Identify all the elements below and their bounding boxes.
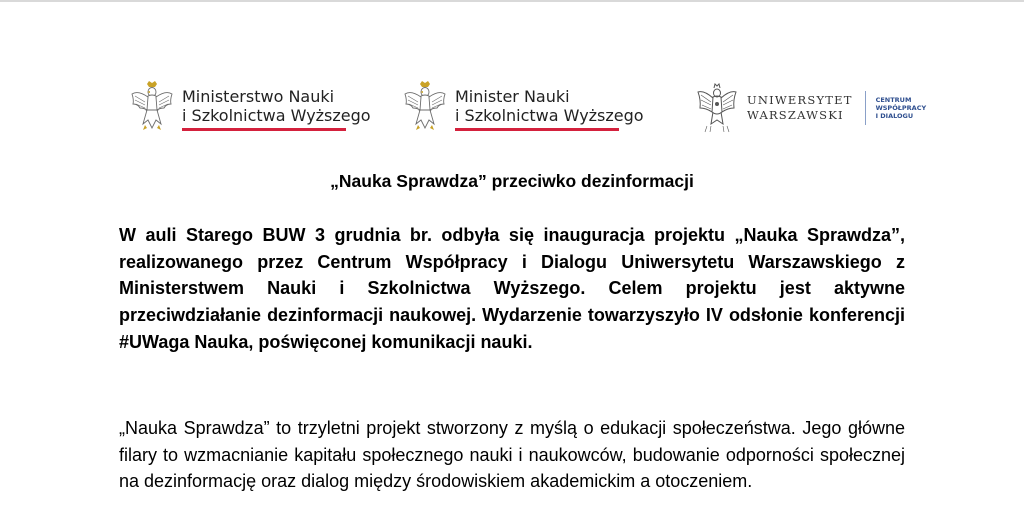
minister-logo	[403, 78, 644, 134]
university-logo-divider	[865, 91, 866, 125]
university-logo	[695, 80, 926, 136]
center-name	[876, 96, 927, 120]
minister-logo-text	[455, 87, 644, 125]
ministry-logo-line2: i Szkolnictwa Wyższego	[182, 106, 371, 125]
body-paragraph: „Nauka Sprawdza” to trzyletni projekt stworzony z myślą o edukacji społeczeństwa. Jego główne filary to wzmacnianie kapitału społecznego nauki i naukowców, budowanie odporności społecznej na dezinformację oraz dialog między środowiskiem akademickim a otoczeniem.	[119, 418, 905, 492]
ministry-logo-line1: Ministerstwo Nauki	[182, 87, 335, 106]
ministry-logo	[130, 78, 371, 134]
page-top-border	[0, 0, 1024, 2]
university-name-line1: UNIWERSYTET	[747, 93, 853, 107]
university-name	[747, 93, 853, 123]
center-name-line2: WSPÓŁPRACY	[875, 104, 927, 112]
white-eagle-emblem-icon	[403, 80, 447, 132]
lead-paragraph: W auli Starego BUW 3 grudnia br. odbyła się inauguracja projektu „Nauka Sprawdza”, realizowanego przez Centrum Współpracy i Dialogu Uniwersytetu Warszawskiego z Ministerstwem Nauki i Szkolnictwa Wyższego. Celem projektu jest aktywne przeciwdziałanie dezinformacji naukowej. Wydarzenie towarzyszyło IV odsłonie konferencji #UWaga Nauka, poświęconej komunikacji nauki.	[119, 225, 905, 352]
minister-logo-line1: Minister Nauki	[455, 87, 570, 106]
center-name-line3: I DIALOGU	[875, 112, 914, 120]
university-eagle-crest-icon	[695, 82, 739, 134]
ministry-logo-text	[182, 87, 371, 125]
center-name-line1: CENTRUM	[875, 96, 912, 104]
white-eagle-emblem-icon	[130, 80, 174, 132]
minister-logo-underline	[455, 128, 619, 131]
minister-logo-line2: i Szkolnictwa Wyższego	[455, 106, 644, 125]
document-title: „Nauka Sprawdza” przeciwko dezinformacji	[330, 171, 694, 191]
ministry-logo-underline	[182, 128, 346, 131]
university-name-line2: WARSZAWSKI	[747, 108, 844, 122]
